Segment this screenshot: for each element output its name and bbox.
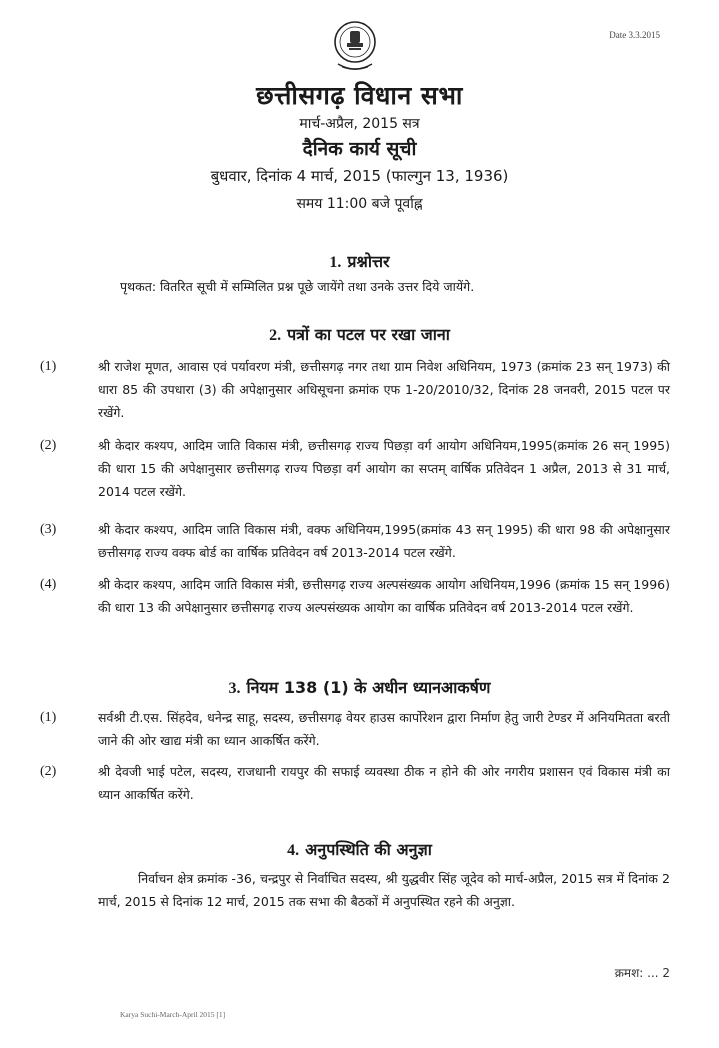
- item-text: श्री केदार कश्यप, आदिम जाति विकास मंत्री, छत्तीसगढ़ राज्य पिछड़ा वर्ग आयोग अधिनियम,1995(क्रमांक 26 सन् 1995) की धारा 15 की अपेक्षानुसार छत्तीसगढ़ राज्य पिछड़ा वर्ग आयोग का सप्तम् वार्षिक प्रतिवेदन 1 अप्रैल, 2013 से 31 मार्च, 2014 पटल रखेंगे.: [98, 438, 670, 499]
- item-number: (1): [40, 359, 57, 374]
- date-line: बुधवार, दिनांक 4 मार्च, 2015 (फाल्गुन 13, 1936): [210, 167, 509, 185]
- item-text: श्री देवजी भाई पटेल, सदस्य, राजधानी रायपुर की सफाई व्यवस्था ठीक न होने की ओर नगरीय प्रशासन एवं विकास मंत्री का ध्यान आकर्षित करेंगे.: [98, 764, 670, 802]
- section-heading: [0, 676, 719, 698]
- time-line: समय 11:00 बजे पूर्वाह्न: [296, 196, 423, 212]
- section-heading: [0, 323, 719, 345]
- session-label: मार्च-अप्रैल, 2015 सत्र: [299, 116, 420, 132]
- item-number: (2): [40, 764, 57, 779]
- date-stamp: Date 3.3.2015: [609, 30, 660, 40]
- section-number: 1.: [329, 254, 342, 271]
- item-text: श्री केदार कश्यप, आदिम जाति विकास मंत्री, छत्तीसगढ़ राज्य अल्पसंख्यक आयोग अधिनियम,1996 (क्रमांक 15 सन् 1996) की धारा 13 की अपेक्षानुसार छत्तीसगढ़ राज्य अल्पसंख्यक आयोग का वार्षिक प्रतिवेदन वर्ष 2013-2014 पटल रखेंगे.: [98, 577, 670, 615]
- item-text: श्री केदार कश्यप, आदिम जाति विकास मंत्री, वक्फ अधिनियम,1995(क्रमांक 43 सन् 1995) की धारा 98 की अपेक्षानुसार छत्तीसगढ़ राज्य वक्फ बोर्ड का वार्षिक प्रतिवेदन वर्ष 2013-2014 पटल रखेंगे.: [98, 522, 670, 560]
- item-text: सर्वश्री टी.एस. सिंहदेव, धनेन्द्र साहू, सदस्य, छत्तीसगढ़ वेयर हाउस कार्पोरेशन द्वारा निर्माण हेतु जारी टेण्डर में अनियमितता बरती जाने की ओर खाद्य मंत्री का ध्यान आकर्षित करेंगे.: [98, 710, 670, 748]
- footer-label: Karya Suchi-March-April 2015 [1]: [120, 1010, 226, 1019]
- item-number: (3): [40, 522, 57, 537]
- item-number: (1): [40, 710, 57, 725]
- section-title: नियम 138 (1) के अधीन ध्यानआकर्षण: [246, 678, 491, 697]
- section-text: निर्वाचन क्षेत्र क्रमांक -36, चन्द्रपुर से निर्वाचित सदस्य, श्री युद्धवीर सिंह जूदेव को मार्च-अप्रैल, 2015 सत्र में दिनांक 2 मार्च, 2015 से दिनांक 12 मार्च, 2015 तक सभा की बैठकों में अनुपस्थित रहने की अनुज्ञा.: [98, 871, 670, 909]
- item-number: (4): [40, 577, 57, 592]
- item-text: श्री राजेश मूणत, आवास एवं पर्यावरण मंत्री, छत्तीसगढ़ नगर तथा ग्राम निवेश अधिनियम, 1973 (क्रमांक 23 सन् 1973) की धारा 85 की उपधारा (3) की अपेक्षानुसार अधिसूचना क्रमांक एफ 1-20/2010/32, दिनांक 28 जनवरी, 2015 पटल पर रखेंगे.: [98, 359, 670, 420]
- continuation-marker: क्रमश: ... 2: [614, 966, 670, 980]
- section-heading: [0, 250, 719, 272]
- document-subtitle: दैनिक कार्य सूची: [302, 138, 417, 160]
- section-title: पत्रों का पटल पर रखा जाना: [287, 325, 450, 344]
- section-text: पृथकत: वितरित सूची में सम्मिलित प्रश्न पूछे जायेंगे तथा उनके उत्तर दिये जायेंगे.: [120, 279, 475, 294]
- section-title: प्रश्नोत्तर: [347, 252, 390, 271]
- section-number: 3.: [228, 680, 241, 697]
- assembly-title: छत्तीसगढ़ विधान सभा: [256, 81, 463, 110]
- section-title: अनुपस्थिति की अनुज्ञा: [305, 840, 432, 859]
- emblem-icon: [332, 20, 378, 74]
- section-number: 2.: [269, 327, 282, 344]
- section-heading: [0, 838, 719, 860]
- item-number: (2): [40, 438, 57, 453]
- section-number: 4.: [287, 842, 300, 859]
